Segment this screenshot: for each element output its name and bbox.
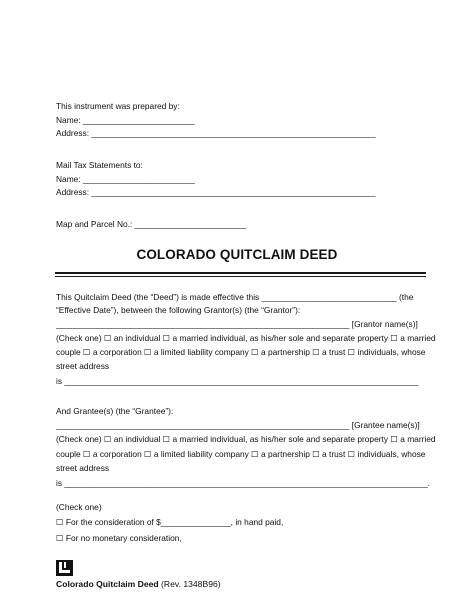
- prepared-by-address-field[interactable]: Address: _____________________________________________________________: [56, 128, 376, 138]
- prepared-by-name-field[interactable]: Name: ________________________: [56, 115, 195, 125]
- consideration-option-paid[interactable]: ☐ For the consideration of $_______________, in hand paid,: [56, 517, 284, 527]
- grantee-type-options-1[interactable]: (Check one) ☐ an individual ☐ a married individual, as his/her sole and separate property ☐ a married: [56, 434, 436, 444]
- grantor-line-1: This Quitclaim Deed (the “Deed”) is made effective this _____________________________ (the: [56, 292, 414, 302]
- grantor-address-field[interactable]: is ____________________________________________________________________________: [56, 376, 419, 386]
- footer: [56, 579, 221, 589]
- grantor-type-options-2[interactable]: couple ☐ a corporation ☐ a limited liability company ☐ a partnership ☐ a trust ☐ individuals, whose: [56, 347, 426, 357]
- mail-tax-name-field[interactable]: Name: ________________________: [56, 174, 195, 184]
- footer-revision: (Rev. 1348B96): [158, 579, 221, 589]
- grantee-street-label: street address: [56, 463, 110, 473]
- grantor-type-options-1[interactable]: (Check one) ☐ an individual ☐ a married individual, as his/her sole and separate property ☐ a married: [56, 333, 436, 343]
- mail-tax-address-field[interactable]: Address: _____________________________________________________________: [56, 187, 376, 197]
- mail-tax-heading: Mail Tax Statements to:: [56, 160, 143, 170]
- grantee-heading: And Grantee(s) (the “Grantee”):: [56, 406, 174, 416]
- document-title: COLORADO QUITCLAIM DEED: [136, 247, 338, 262]
- consideration-option-none[interactable]: ☐ For no monetary consideration,: [56, 533, 182, 543]
- grantee-address-field[interactable]: is ______________________________________________________________________________.: [56, 478, 431, 488]
- title-rule-thick: [55, 272, 426, 274]
- grantor-name-field[interactable]: _______________________________________________________________ [Grantor name(s)]: [56, 319, 418, 329]
- prepared-by-heading: This instrument was prepared by:: [56, 101, 180, 111]
- grantee-name-field[interactable]: _______________________________________________________________ [Grantee name(s)]: [56, 420, 420, 430]
- title-rule-thin: [55, 276, 426, 277]
- grantor-line-2: “Effective Date”), between the following Grantor(s) (the “Grantor”):: [56, 305, 301, 315]
- grantor-street-label: street address: [56, 361, 110, 371]
- footer-title: Colorado Quitclaim Deed: [56, 579, 159, 589]
- grantee-type-options-2[interactable]: couple ☐ a corporation ☐ a limited liability company ☐ a partnership ☐ a trust ☐ individuals, whose: [56, 449, 426, 459]
- consideration-heading: (Check one): [56, 502, 102, 512]
- brand-logo-icon: [56, 560, 73, 576]
- map-parcel-field[interactable]: Map and Parcel No.: ________________________: [56, 219, 247, 229]
